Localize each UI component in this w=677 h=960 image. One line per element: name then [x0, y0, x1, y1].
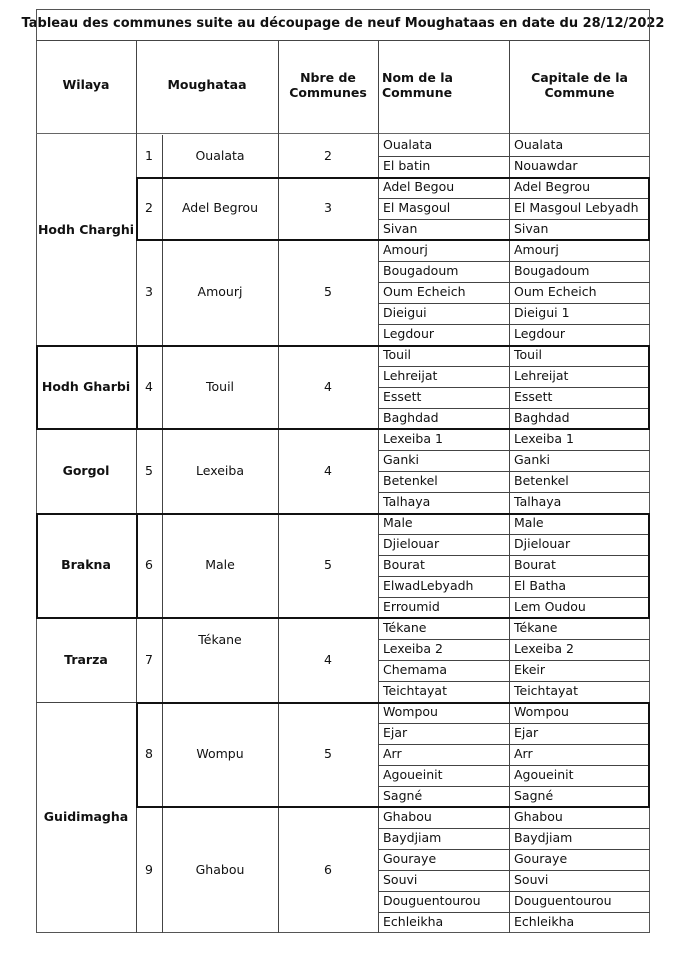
moughataa-name: Amourj: [197, 284, 243, 300]
commune-capitale: Lexeiba 1: [514, 431, 574, 447]
commune-capitale: Betenkel: [514, 473, 569, 489]
commune-capitale: Touil: [514, 347, 543, 363]
header-nom-commune: Nom de la Commune: [382, 70, 453, 100]
commune-count: 6: [324, 861, 332, 877]
commune-name: Baghdad: [383, 410, 439, 426]
commune-name: Wompou: [383, 704, 438, 720]
commune-capitale: Bourat: [514, 557, 556, 573]
row-divider: [378, 891, 650, 892]
wilaya-name: Trarza: [64, 651, 108, 667]
commune-name: Gouraye: [383, 851, 437, 867]
commune-capitale: Oualata: [514, 137, 564, 153]
commune-capitale: Djielouar: [514, 536, 571, 552]
commune-name: Chemama: [383, 662, 448, 678]
commune-capitale: El Masgoul Lebyadh: [514, 200, 639, 216]
row-divider: [378, 156, 650, 157]
commune-capitale: Sivan: [514, 221, 549, 237]
commune-count: 5: [324, 557, 332, 573]
moughataa-number: 8: [145, 746, 153, 762]
row-divider: [378, 471, 650, 472]
group-box: [136, 702, 650, 808]
commune-count: 2: [324, 147, 332, 163]
commune-name: Tékane: [383, 620, 427, 636]
header-moughataa: Moughataa: [167, 77, 247, 93]
commune-capitale: Tékane: [514, 620, 558, 636]
commune-capitale: Ganki: [514, 452, 550, 468]
commune-count: 4: [324, 378, 332, 394]
commune-capitale: Ekeir: [514, 662, 545, 678]
moughataa-number: 2: [145, 200, 153, 216]
group-box: [36, 513, 650, 619]
header-nbre-communes: Nbre de Communes: [289, 70, 367, 100]
commune-capitale: El Batha: [514, 578, 567, 594]
commune-capitale: Wompou: [514, 704, 569, 720]
commune-name: Male: [383, 515, 413, 531]
moughataa-name: Lexeiba: [196, 462, 244, 478]
commune-name: Ghabou: [383, 809, 432, 825]
commune-name: Oualata: [383, 137, 433, 153]
commune-name: Lexeiba 2: [383, 641, 443, 657]
commune-name: Betenkel: [383, 473, 438, 489]
commune-capitale: Echleikha: [514, 914, 575, 930]
moughataa-number: 4: [145, 378, 153, 394]
commune-name: Djielouar: [383, 536, 440, 552]
commune-name: Echleikha: [383, 914, 444, 930]
commune-capitale: Souvi: [514, 872, 549, 888]
commune-name: Bougadoum: [383, 263, 459, 279]
commune-count: 4: [324, 462, 332, 478]
commune-name: El batin: [383, 158, 431, 174]
commune-name: Legdour: [383, 326, 435, 342]
header-wilaya: Wilaya: [62, 77, 110, 93]
moughataa-name: Tékane: [198, 631, 242, 647]
commune-count: 5: [324, 746, 332, 762]
commune-capitale: Bougadoum: [514, 263, 590, 279]
moughataa-name: Adel Begrou: [181, 200, 259, 216]
moughataa-number: 6: [145, 557, 153, 573]
row-divider: [378, 849, 650, 850]
wilaya-name: Gorgol: [62, 462, 110, 478]
row-divider: [378, 450, 650, 451]
commune-capitale: Talhaya: [514, 494, 562, 510]
header-capitale-commune: Capitale de la Commune: [531, 70, 628, 100]
commune-capitale: Ejar: [514, 725, 539, 741]
commune-name: Baydjiam: [383, 830, 442, 846]
commune-capitale: Teichtayat: [514, 683, 578, 699]
commune-count: 5: [324, 284, 332, 300]
row-divider: [378, 282, 650, 283]
commune-capitale: Legdour: [514, 326, 566, 342]
wilaya-name: Hodh Gharbi: [41, 378, 131, 394]
commune-capitale: Nouawdar: [514, 158, 578, 174]
commune-capitale: Dieigui 1: [514, 305, 570, 321]
commune-capitale: Ghabou: [514, 809, 563, 825]
commune-count: 4: [324, 651, 332, 667]
commune-capitale: Essett: [514, 389, 553, 405]
commune-name: Erroumid: [383, 599, 440, 615]
group-box: [136, 177, 650, 241]
moughataa-number: 3: [145, 284, 153, 300]
title-divider: [36, 40, 650, 41]
commune-name: Lexeiba 1: [383, 431, 443, 447]
commune-capitale: Baghdad: [514, 410, 570, 426]
commune-name: Bourat: [383, 557, 425, 573]
commune-name: Sivan: [383, 221, 418, 237]
moughataa-number: 9: [145, 861, 153, 877]
commune-name: Talhaya: [383, 494, 431, 510]
moughataa-name: Touil: [205, 378, 235, 394]
moughataa-number: 7: [145, 651, 153, 667]
commune-name: Dieigui: [383, 305, 427, 321]
moughataa-name: Male: [205, 557, 235, 573]
commune-capitale: Arr: [514, 746, 533, 762]
commune-capitale: Douguentourou: [514, 893, 612, 909]
commune-name: Adel Begou: [383, 179, 455, 195]
table-title: Tableau des communes suite au découpage de neuf Moughataas en date du 28/12/2022: [21, 16, 665, 32]
commune-capitale: Adel Begrou: [514, 179, 591, 195]
commune-name: El Masgoul: [383, 200, 451, 216]
commune-name: Oum Echeich: [383, 284, 466, 300]
commune-name: Sagné: [383, 788, 423, 804]
row-divider: [378, 870, 650, 871]
commune-name: Lehreijat: [383, 368, 438, 384]
commune-capitale: Lehreijat: [514, 368, 569, 384]
commune-name: Arr: [383, 746, 402, 762]
moughataa-name: Oualata: [195, 147, 245, 163]
row-divider: [378, 492, 650, 493]
moughataa-name: Ghabou: [195, 861, 245, 877]
commune-capitale: Sagné: [514, 788, 554, 804]
commune-name: Ejar: [383, 725, 408, 741]
wilaya-divider: [36, 702, 136, 703]
row-divider: [378, 681, 650, 682]
row-divider: [378, 324, 650, 325]
commune-name: Teichtayat: [383, 683, 447, 699]
commune-name: Ganki: [383, 452, 419, 468]
commune-name: Essett: [383, 389, 422, 405]
row-divider: [378, 828, 650, 829]
commune-capitale: Oum Echeich: [514, 284, 597, 300]
moughataa-number: 5: [145, 462, 153, 478]
commune-name: Souvi: [383, 872, 418, 888]
moughataa-number: 1: [145, 147, 153, 163]
commune-capitale: Male: [514, 515, 544, 531]
commune-capitale: Amourj: [514, 242, 559, 258]
wilaya-name: Brakna: [61, 557, 111, 573]
commune-capitale: Gouraye: [514, 851, 568, 867]
commune-capitale: Baydjiam: [514, 830, 573, 846]
commune-name: Amourj: [383, 242, 428, 258]
wilaya-name: Guidimagha: [43, 809, 129, 825]
commune-name: Touil: [383, 347, 412, 363]
row-divider: [378, 660, 650, 661]
wilaya-name: Hodh Charghi: [37, 221, 135, 237]
row-divider: [378, 639, 650, 640]
commune-count: 3: [324, 200, 332, 216]
row-divider: [378, 261, 650, 262]
group-box: [36, 345, 650, 430]
commune-name: ElwadLebyadh: [383, 578, 474, 594]
commune-name: Douguentourou: [383, 893, 481, 909]
communes-table: [21, 9, 665, 933]
row-divider: [378, 912, 650, 913]
moughataa-name: Wompu: [196, 746, 244, 762]
commune-capitale: Lem Oudou: [514, 599, 586, 615]
commune-name: Agoueinit: [383, 767, 443, 783]
commune-capitale: Agoueinit: [514, 767, 574, 783]
row-divider: [378, 303, 650, 304]
commune-capitale: Lexeiba 2: [514, 641, 574, 657]
